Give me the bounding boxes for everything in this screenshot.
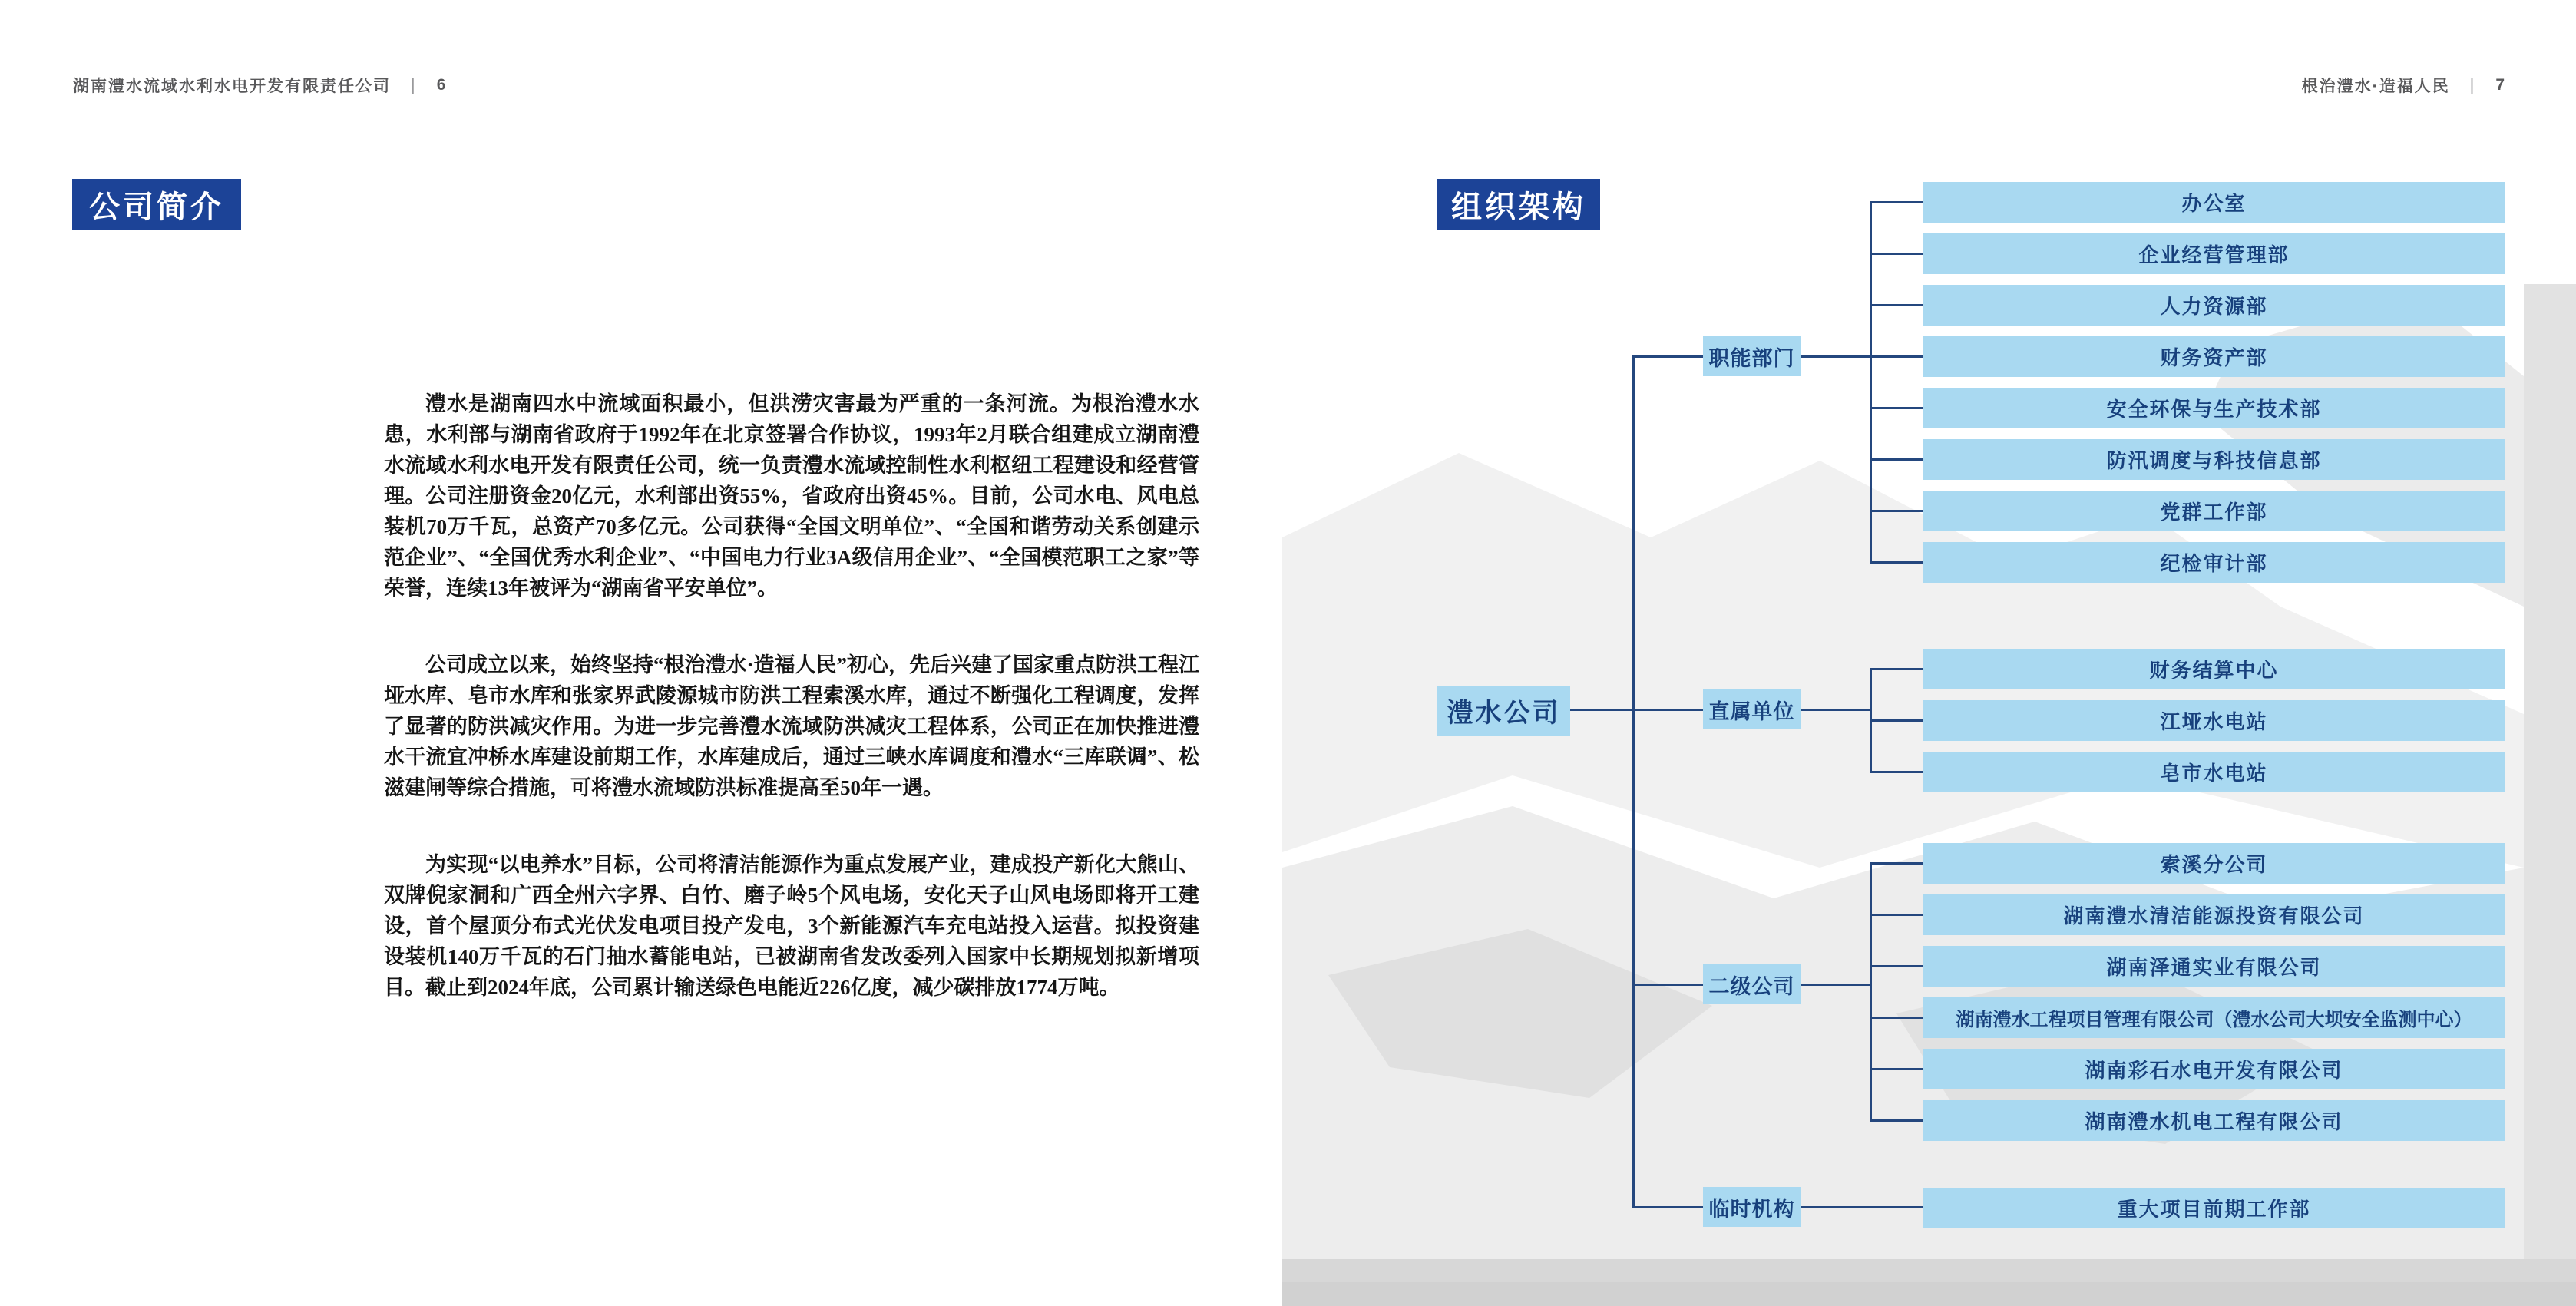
orgchart-root-line [1570, 709, 1703, 711]
orgchart-stub-line [1870, 668, 1923, 670]
orgchart-stub-line [1870, 510, 1923, 512]
orgchart-box: 湖南澧水机电工程有限公司 [1923, 1100, 2505, 1141]
orgchart-stub-line [1870, 253, 1923, 255]
orgchart-box: 索溪分公司 [1923, 843, 2505, 884]
orgchart-trunk-line [1632, 355, 1635, 1208]
background-photo [1282, 284, 2576, 1306]
header-slogan: 根治澧水·造福人民 [2301, 78, 2450, 95]
orgchart-group-label-functional-departments: 职能部门 [1703, 336, 1801, 376]
header-company-name: 湖南澧水流域水利水电开发有限责任公司 [73, 78, 391, 95]
orgchart-branch-line [1632, 355, 1703, 358]
page-header-left [73, 74, 445, 97]
orgchart-box: 党群工作部 [1923, 491, 2505, 531]
orgchart-stub-line [1870, 771, 1923, 773]
profile-paragraph: 公司成立以来，始终坚持“根治澧水·造福人民”初心，先后兴建了国家重点防洪工程江垭水库、皂市水库和张家界武陵源城市防洪工程索溪水库，通过不断强化工程调度，发挥了显著的防洪减灾作用。为进一步完善澧水流域防洪减灾工程体系，公司正在加快推进澧水干流宜冲桥水库建设前期工作，水库建成后，通过三峡水库调度和澧水“三库联调”、松滋建闸等综合措施，可将澧水流域防洪标准提高至50年一遇。 [384, 653, 1200, 799]
orgchart-branch-line [1632, 1206, 1703, 1208]
orgchart-label-line [1801, 984, 1870, 986]
orgchart-label-line [1801, 355, 1870, 358]
orgchart-box: 湖南澧水工程项目管理有限公司（澧水公司大坝安全监测中心） [1923, 997, 2505, 1038]
orgchart-group-label-direct-units: 直属单位 [1703, 689, 1801, 729]
orgchart-stub-line [1870, 458, 1923, 461]
orgchart-box: 湖南泽通实业有限公司 [1923, 946, 2505, 987]
orgchart-stub-line [1870, 1119, 1923, 1122]
section-title-org-structure: 组织架构 [1437, 179, 1600, 230]
orgchart-box: 财务结算中心 [1923, 649, 2505, 689]
orgchart-stub-line [1870, 965, 1923, 967]
orgchart-box: 办公室 [1923, 182, 2505, 223]
orgchart-box: 湖南澧水清洁能源投资有限公司 [1923, 894, 2505, 935]
profile-paragraph: 为实现“以电养水”目标，公司将清洁能源作为重点发展产业，建成投产新化大熊山、双牌倪家洞和广西全州六字界、白竹、磨子岭5个风电场，安化天子山风电场即将开工建设，首个屋顶分布式光伏发电项目投产发电，3个新能源汽车充电站投入运营。拟投资建设装机140万千瓦的石门抽水蓄能电站，已被湖南省发改委列入国家中长期规划拟新增项目。截止到2024年底，公司累计输送绿色电能近226亿度，减少碳排放1774万吨。 [384, 853, 1199, 999]
orgchart-box: 人力资源部 [1923, 285, 2505, 326]
orgchart-box: 重大项目前期工作部 [1923, 1188, 2505, 1228]
orgchart-box: 湖南彩石水电开发有限公司 [1923, 1049, 2505, 1089]
page-number-right: 7 [2495, 76, 2505, 94]
orgchart-stub-line [1870, 304, 1923, 306]
section-title-company-profile: 公司简介 [72, 179, 241, 230]
page-number-left: 6 [436, 76, 446, 94]
orgchart-spine-line [1870, 862, 1872, 1122]
orgchart-stub-line [1870, 407, 1923, 409]
orgchart-stub-line [1870, 201, 1923, 203]
orgchart-stub-line [1870, 719, 1923, 722]
orgchart-box: 皂市水电站 [1923, 752, 2505, 792]
profile-paragraph: 澧水是湖南四水中流域面积最小，但洪涝灾害最为严重的一条河流。为根治澧水水患，水利部与湖南省政府于1992年在北京签署合作协议，1993年2月联合组建成立湖南澧水流域水利水电开发有限责任公司，统一负责澧水流域控制性水利枢纽工程建设和经营管理。公司注册资金20亿元，水利部出资55%，省政府出资45%。目前，公司水电、风电总装机70万千瓦，总资产70多亿元。公司获得“全国文明单位”、“全国和谐劳动关系创建示范企业”、“全国优秀水利企业”、“中国电力行业3A级信用企业”、“全国模范职工之家”等荣誉，连续13年被评为“湖南省平安单位”。 [384, 392, 1199, 600]
orgchart-root-node: 澧水公司 [1437, 686, 1570, 736]
orgchart-stub-line [1870, 914, 1923, 916]
orgchart-group-label-temporary-bodies: 临时机构 [1703, 1187, 1801, 1227]
header-separator: | [2469, 75, 2476, 94]
orgchart-box: 防汛调度与科技信息部 [1923, 439, 2505, 480]
orgchart-label-line [1801, 709, 1870, 711]
orgchart-stub-line [1870, 1017, 1923, 1019]
orgchart-box: 纪检审计部 [1923, 542, 2505, 583]
orgchart-box: 江垭水电站 [1923, 700, 2505, 741]
orgchart-branch-line [1632, 984, 1703, 986]
orgchart-box: 财务资产部 [1923, 336, 2505, 377]
orgchart-stub-line [1870, 1068, 1923, 1070]
header-separator: | [411, 75, 417, 94]
orgchart-stub-line [1870, 355, 1923, 358]
orgchart-label-line [1801, 1206, 1923, 1208]
orgchart-box: 安全环保与生产技术部 [1923, 388, 2505, 428]
orgchart-box: 企业经营管理部 [1923, 233, 2505, 274]
orgchart-stub-line [1870, 862, 1923, 865]
orgchart-group-label-secondary-companies: 二级公司 [1703, 964, 1801, 1004]
orgchart-stub-line [1870, 561, 1923, 564]
company-profile-text [384, 388, 1199, 1003]
page-header-right [2302, 74, 2505, 97]
